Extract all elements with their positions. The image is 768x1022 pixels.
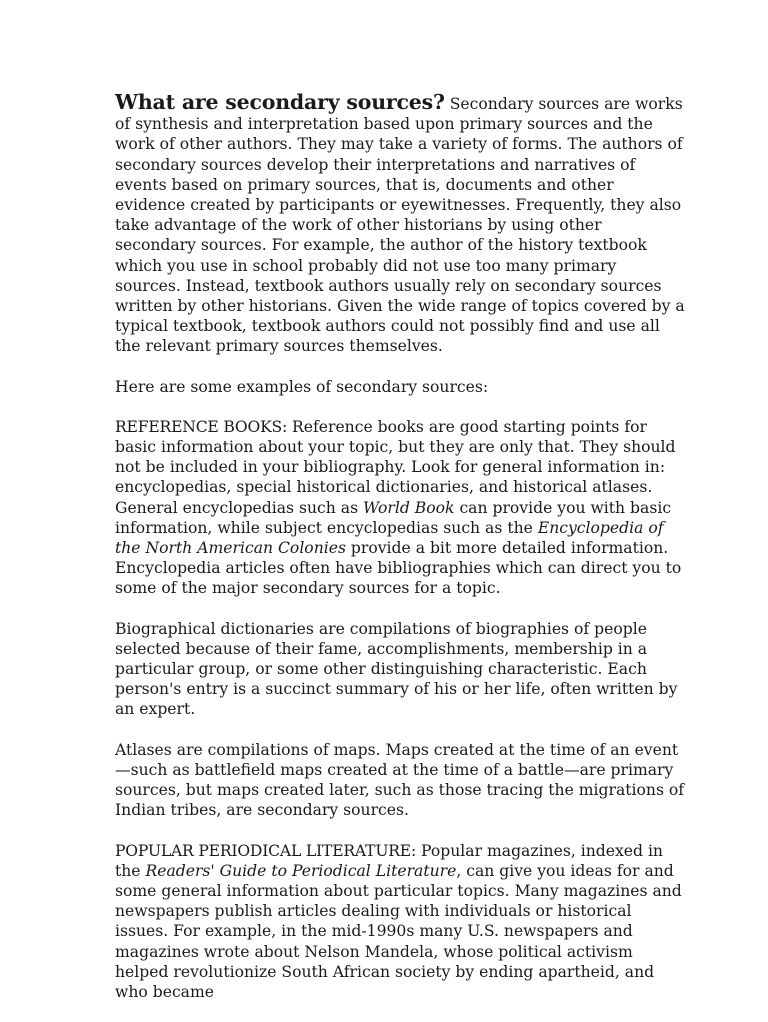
biographical-paragraph: Biographical dictionaries are compilations of biographies of people selected because of their fame, accomplishments, membership in a particular group, or some other distinguishing characteristic. Each person's entry is a succinct summary of his or her life, often written by an expert.	[115, 619, 678, 719]
intro-text: Secondary sources are works of synthesis and interpretation based upon primary sources and the work of other authors. They may take a variety of forms. The authors of secondary sources develop their interpretations and narratives of events based on primary sources, that is, documents and other evidence created by participants or eyewitnesses. Frequently, they also take advantage of the work of other historians by using other secondary sources. For example, the author of the history textbook which you use in school probably did not use too many primary sources. Instead, textbook authors usually rely on secondary sources written by other historians. Given the wide range of topics covered by a typical textbook, textbook authors could not possibly find and use all the relevant primary sources themselves.	[115, 95, 685, 356]
section-heading: What are secondary sources?	[115, 90, 445, 114]
atlases-paragraph: Atlases are compilations of maps. Maps created at the time of an event—such as battlefield maps created at the time of a battle—are primary sources, but maps created later, such as those tracing the migrations of Indian tribes, are secondary sources.	[115, 740, 685, 820]
reference-books-text-2: can provide you with basic information, while subject encyclopedias such as the	[115, 498, 672, 537]
examples-intro: Here are some examples of secondary sources:	[115, 377, 489, 396]
reference-books-label: REFERENCE BOOKS:	[115, 417, 288, 436]
periodical-label: POPULAR PERIODICAL LITERATURE:	[115, 841, 417, 860]
periodical-italic-1: Readers' Guide to Periodical Literature	[145, 861, 457, 880]
reference-books-text-1: Reference books are good starting points for basic information about your topic, but they are only that. They should not be included in your bibliography. Look for general information in: encyclopedias, special historical dictionaries, and historical atlases. General encyclopedias such as	[115, 417, 676, 517]
reference-books-italic-2: Encyclopedia of the North American Colonies	[115, 518, 664, 558]
reference-books-paragraph	[115, 417, 687, 599]
periodical-text-1: Popular magazines, indexed in the	[115, 841, 663, 880]
reference-books-italic-1: World Book	[363, 498, 455, 517]
document-body	[115, 92, 687, 1022]
intro-paragraph	[115, 92, 687, 357]
periodical-paragraph	[115, 841, 687, 1003]
periodical-text-2: , can give you ideas for and some general information about particular topics. Many magazines and newspapers publish articles dealing with individuals or historical issues. For example, in the mid-1990s many U.S. newspapers and magazines wrote about Nelson Mandela, whose political activism helped revolutionize South African society by ending apartheid, and who became	[115, 861, 682, 1001]
reference-books-text-3: provide a bit more detailed information. Encyclopedia articles often have bibliographies which can direct you to some of the major secondary sources for a topic.	[115, 539, 682, 598]
